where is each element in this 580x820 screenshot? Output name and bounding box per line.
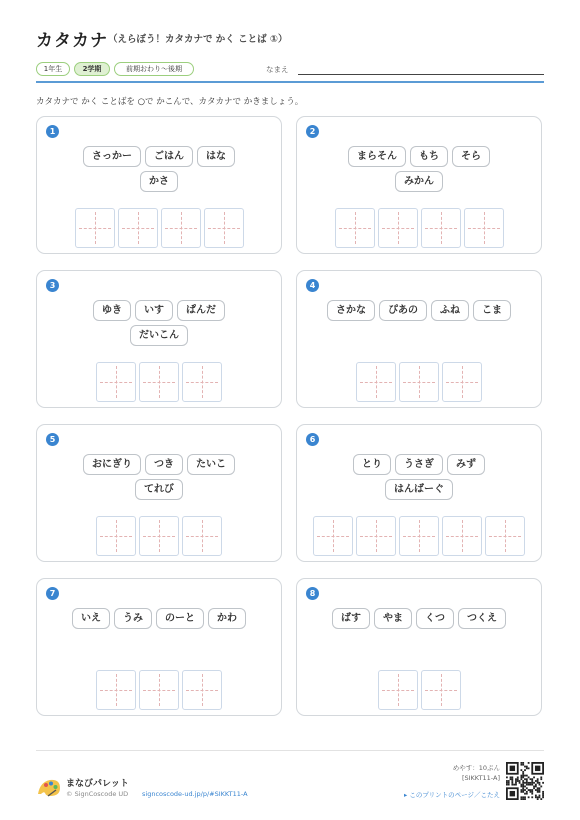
word-choice[interactable]: ぴあの bbox=[379, 300, 427, 321]
writing-box[interactable] bbox=[96, 516, 136, 556]
word-row bbox=[297, 171, 541, 192]
word-choice[interactable]: つき bbox=[145, 454, 183, 475]
word-choice[interactable]: ゆき bbox=[93, 300, 131, 321]
word-choice[interactable]: かわ bbox=[208, 608, 246, 629]
word-row bbox=[297, 300, 541, 321]
writing-box[interactable] bbox=[313, 516, 353, 556]
writing-box[interactable] bbox=[118, 208, 158, 248]
answer-boxes bbox=[37, 362, 281, 402]
question-number: 7 bbox=[46, 587, 59, 600]
question-number: 2 bbox=[306, 125, 319, 138]
term-tag: 2学期 bbox=[74, 62, 110, 76]
word-choice[interactable]: ごはん bbox=[145, 146, 193, 167]
writing-box[interactable] bbox=[139, 516, 179, 556]
writing-box[interactable] bbox=[161, 208, 201, 248]
writing-box[interactable] bbox=[182, 516, 222, 556]
word-choice[interactable]: うみ bbox=[114, 608, 152, 629]
word-choice[interactable]: のーと bbox=[156, 608, 204, 629]
word-choice[interactable]: はんばーぐ bbox=[385, 479, 453, 500]
word-choice[interactable]: つくえ bbox=[458, 608, 506, 629]
writing-box[interactable] bbox=[139, 362, 179, 402]
word-row bbox=[37, 479, 281, 500]
word-choice[interactable]: さかな bbox=[327, 300, 375, 321]
word-choice[interactable]: てれび bbox=[135, 479, 183, 500]
question-number: 5 bbox=[46, 433, 59, 446]
writing-box[interactable] bbox=[96, 670, 136, 710]
question-panel bbox=[296, 424, 542, 562]
word-choice[interactable]: もち bbox=[410, 146, 448, 167]
word-row bbox=[37, 171, 281, 192]
period-tag: 前期おわり〜後期 bbox=[114, 62, 194, 76]
word-choice[interactable]: ばす bbox=[332, 608, 370, 629]
word-choice[interactable]: ぱんだ bbox=[177, 300, 225, 321]
word-choice[interactable]: やま bbox=[374, 608, 412, 629]
answer-page-link[interactable]: ▸ このプリントのページ／こたえ bbox=[404, 791, 500, 799]
answer-boxes bbox=[297, 670, 541, 710]
writing-box[interactable] bbox=[356, 362, 396, 402]
instruction-text: カタカナで かく ことばを ○で かこんで、カタカナで かきましょう。 bbox=[36, 97, 304, 107]
word-row bbox=[37, 608, 281, 629]
writing-box[interactable] bbox=[421, 208, 461, 248]
word-choice[interactable]: くつ bbox=[416, 608, 454, 629]
writing-box[interactable] bbox=[485, 516, 525, 556]
question-number: 4 bbox=[306, 279, 319, 292]
writing-box[interactable] bbox=[204, 208, 244, 248]
writing-box[interactable] bbox=[182, 362, 222, 402]
question-panel bbox=[296, 578, 542, 716]
word-choice[interactable]: かさ bbox=[140, 171, 178, 192]
word-row bbox=[297, 608, 541, 629]
word-choice[interactable]: おにぎり bbox=[83, 454, 141, 475]
writing-box[interactable] bbox=[464, 208, 504, 248]
page-url-link[interactable]: signcoscode-ud.jp/p/#SIKKT11-A bbox=[142, 790, 248, 798]
footer-divider bbox=[36, 750, 544, 751]
word-row bbox=[297, 454, 541, 475]
word-row bbox=[37, 454, 281, 475]
writing-box[interactable] bbox=[335, 208, 375, 248]
word-choice[interactable]: みかん bbox=[395, 171, 443, 192]
question-panel bbox=[296, 116, 542, 254]
grade-tag: 1年生 bbox=[36, 62, 70, 76]
word-row bbox=[37, 325, 281, 346]
question-number: 6 bbox=[306, 433, 319, 446]
writing-box[interactable] bbox=[139, 670, 179, 710]
answer-boxes bbox=[37, 516, 281, 556]
question-panel bbox=[36, 578, 282, 716]
word-choice[interactable]: たいこ bbox=[187, 454, 235, 475]
word-choice[interactable]: うさぎ bbox=[395, 454, 443, 475]
word-choice[interactable]: はな bbox=[197, 146, 235, 167]
answer-boxes bbox=[297, 208, 541, 248]
writing-box[interactable] bbox=[421, 670, 461, 710]
answer-boxes bbox=[37, 208, 281, 248]
word-row bbox=[297, 479, 541, 500]
writing-box[interactable] bbox=[399, 516, 439, 556]
name-label: なまえ bbox=[266, 65, 289, 74]
answer-boxes bbox=[297, 362, 541, 402]
header-divider bbox=[36, 81, 544, 83]
page-subtitle: （えらぼう！カタカナで かく ことば ①） bbox=[108, 34, 288, 45]
question-panel bbox=[36, 116, 282, 254]
name-line[interactable] bbox=[298, 74, 544, 75]
brand-name: まなびパレット bbox=[66, 779, 129, 789]
word-choice[interactable]: そら bbox=[452, 146, 490, 167]
word-choice[interactable]: こま bbox=[473, 300, 511, 321]
writing-box[interactable] bbox=[378, 670, 418, 710]
qr-code-icon[interactable] bbox=[506, 762, 544, 800]
writing-box[interactable] bbox=[356, 516, 396, 556]
writing-box[interactable] bbox=[96, 362, 136, 402]
word-choice[interactable]: いす bbox=[135, 300, 173, 321]
word-row bbox=[297, 146, 541, 167]
question-panel bbox=[36, 270, 282, 408]
writing-box[interactable] bbox=[182, 670, 222, 710]
writing-box[interactable] bbox=[399, 362, 439, 402]
word-row bbox=[37, 300, 281, 321]
word-row bbox=[37, 146, 281, 167]
time-estimate: めやす：10ぷん bbox=[452, 764, 500, 772]
answer-boxes bbox=[297, 516, 541, 556]
writing-box[interactable] bbox=[378, 208, 418, 248]
word-choice[interactable]: とり bbox=[353, 454, 391, 475]
question-number: 3 bbox=[46, 279, 59, 292]
page-title: カタカナ bbox=[36, 31, 108, 51]
copyright: © SignCoscode UD bbox=[66, 790, 129, 798]
word-choice[interactable]: みず bbox=[447, 454, 485, 475]
question-panel bbox=[296, 270, 542, 408]
question-number: 1 bbox=[46, 125, 59, 138]
question-number: 8 bbox=[306, 587, 319, 600]
writing-box[interactable] bbox=[75, 208, 115, 248]
word-choice[interactable]: だいこん bbox=[130, 325, 188, 346]
word-choice[interactable]: まらそん bbox=[348, 146, 406, 167]
word-choice[interactable]: ふね bbox=[431, 300, 469, 321]
writing-box[interactable] bbox=[442, 516, 482, 556]
question-panel bbox=[36, 424, 282, 562]
word-choice[interactable]: いえ bbox=[72, 608, 110, 629]
writing-box[interactable] bbox=[442, 362, 482, 402]
worksheet-code: [SIKKT11-A] bbox=[461, 774, 500, 782]
palette-logo-icon bbox=[36, 776, 62, 798]
answer-boxes bbox=[37, 670, 281, 710]
word-choice[interactable]: さっかー bbox=[83, 146, 141, 167]
